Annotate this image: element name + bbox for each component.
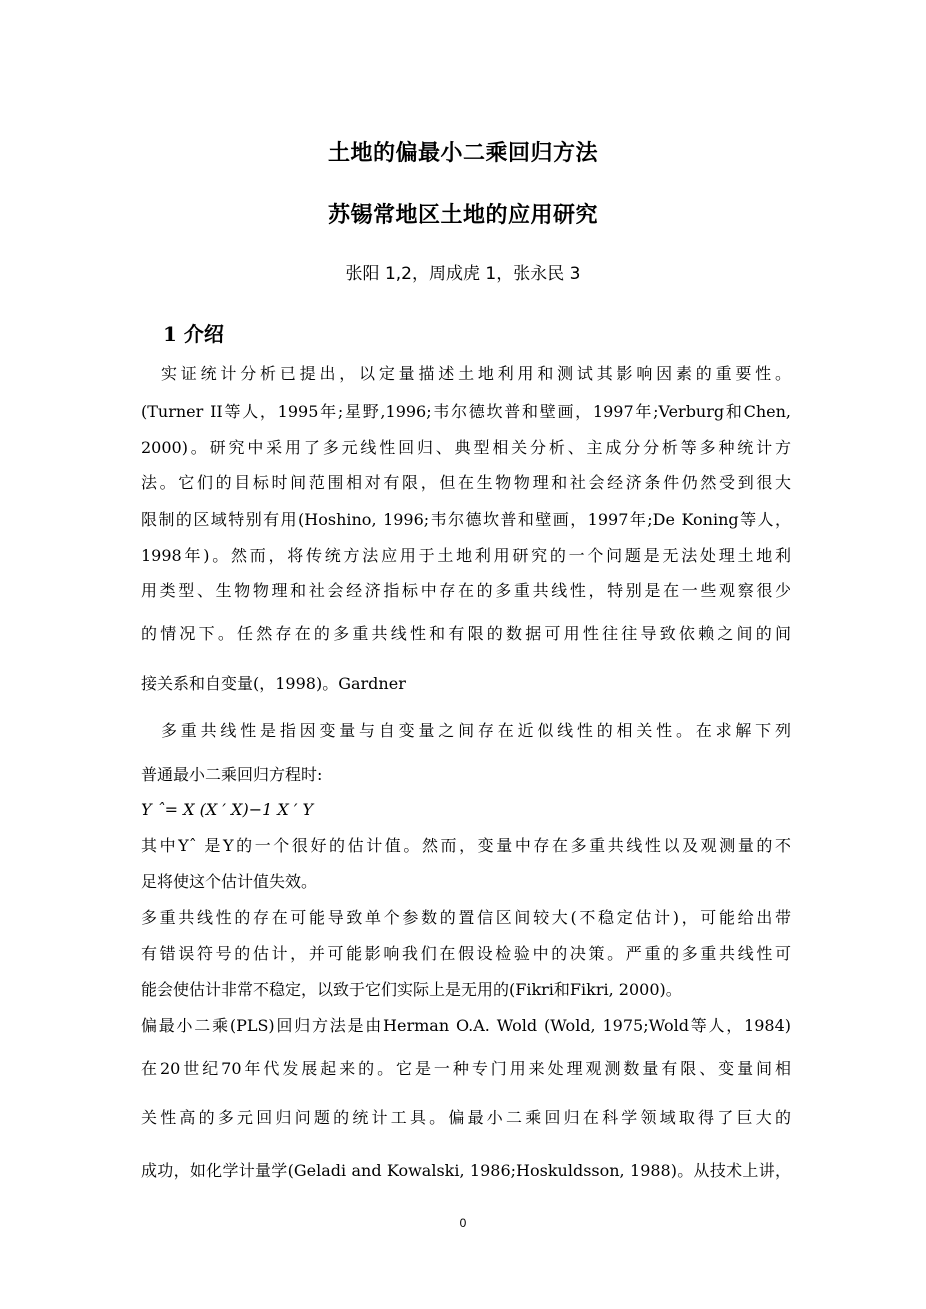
title-line-1: 土地的偏最小二乘回归方法 [327,141,598,166]
body-line: 足将使这个估计值失效。 [141,872,318,891]
regression-formula: Y ˆ= X (X ′ X)−1 X ′ Y [141,800,314,819]
body-line: 限制的区域特别有用(Hoshino, 1996;韦尔德坎普和壁画，1997年;De Koning等人， [141,510,791,529]
body-line: 用类型、生物物理和社会经济指标中存在的多重共线性，特别是在一些观察很少 [141,581,791,600]
body-line: 偏最小二乘(PLS)回归方法是由Herman O.A. Wold (Wold, 1975;Wold等人，1984) [141,1016,791,1035]
page-number: 0 [459,1216,467,1230]
body-line: 多重共线性是指因变量与自变量之间存在近似线性的相关性。在求解下列 [161,721,791,740]
body-line: 法。它们的目标时间范围相对有限，但在生物物理和社会经济条件仍然受到很大 [141,473,791,492]
title-line-2: 苏锡常地区土地的应用研究 [327,203,598,228]
body-line: 接关系和自变量(，1998)。Gardner [141,674,406,693]
body-line: 普通最小二乘回归方程时: [141,765,323,784]
body-line: 的情况下。任然存在的多重共线性和有限的数据可用性往往导致依赖之间的间 [141,624,791,643]
body-line: (Turner II等人，1995年;星野,1996;韦尔德坎普和壁画，1997年;Verburg和Chen, [141,402,791,421]
section-heading: 1 介绍 [163,322,224,346]
body-line: 成功，如化学计量学(Geladi and Kowalski, 1986;Hoskuldsson, 1988)。从技术上讲， [141,1161,791,1180]
body-line: 有错误符号的估计，并可能影响我们在假设检验中的决策。严重的多重共线性可 [141,944,791,963]
body-line: 在20世纪70年代发展起来的。它是一种专门用来处理观测数量有限、变量间相 [141,1059,791,1078]
authors: 张阳 1,2，周成虎 1，张永民 3 [345,264,581,284]
body-line: 多重共线性的存在可能导致单个参数的置信区间较大(不稳定估计)，可能给出带 [141,908,791,927]
body-line: 能会使估计非常不稳定，以致于它们实际上是无用的(Fikri和Fikri, 2000)。 [141,980,682,999]
body-line: 实证统计分析已提出，以定量描述土地利用和测试其影响因素的重要性。 [161,364,791,383]
body-line: 1998年)。然而，将传统方法应用于土地利用研究的一个问题是无法处理土地利 [141,546,791,565]
body-line: 2000)。研究中采用了多元线性回归、典型相关分析、主成分分析等多种统计方 [141,438,791,457]
body-line: 关性高的多元回归问题的统计工具。偏最小二乘回归在科学领域取得了巨大的 [141,1108,791,1127]
body-line: 其中Yˆ 是Y的一个很好的估计值。然而，变量中存在多重共线性以及观测量的不 [141,836,791,855]
